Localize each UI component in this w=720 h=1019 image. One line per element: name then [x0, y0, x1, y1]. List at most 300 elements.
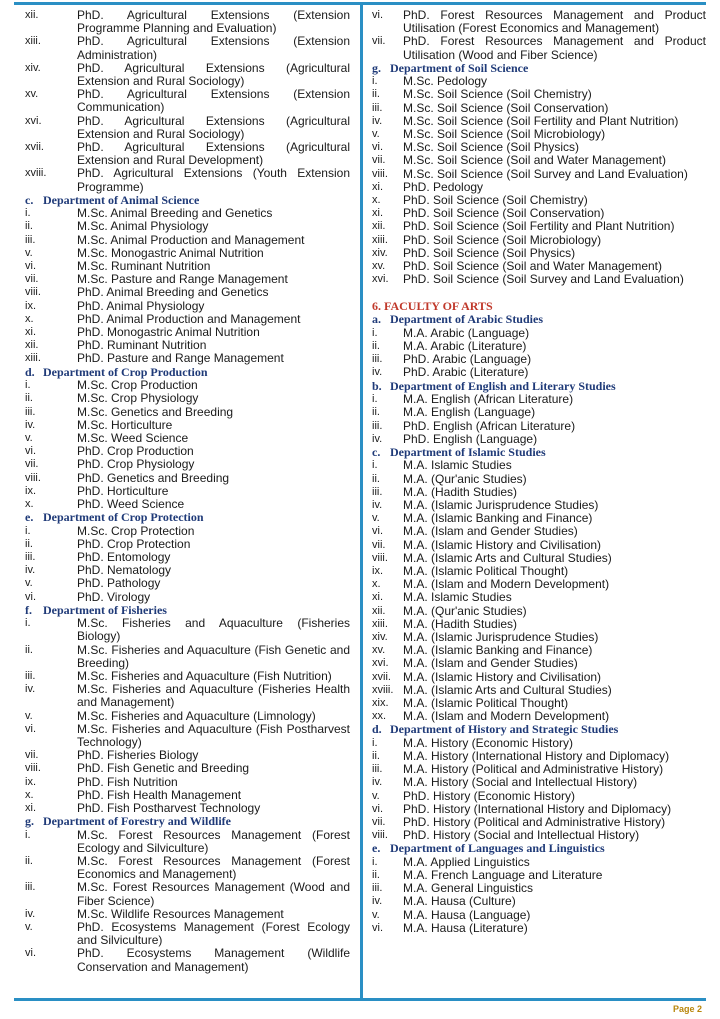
programme-item — [25, 141, 350, 167]
item-text: M.A. (Hadith Studies) — [403, 616, 518, 631]
item-number: ii. — [372, 749, 380, 762]
programme-item — [25, 62, 350, 88]
item-text: M.A. Applied Linguistics — [403, 854, 530, 869]
item-number: vi. — [372, 802, 383, 815]
item-number: v. — [25, 431, 33, 444]
department-block — [372, 446, 706, 723]
item-text: M.Sc. Soil Science (Soil Chemistry) — [403, 87, 592, 102]
item-number: xiii. — [25, 352, 41, 365]
programme-item — [372, 895, 706, 908]
item-text: M.A. Arabic (Literature) — [403, 339, 527, 354]
item-text: PhD. Forest Resources Management and Product Utilisation (Wood and Fiber Science) — [403, 34, 706, 62]
department-title: Department of Crop Production — [43, 364, 208, 379]
item-number: viii. — [372, 829, 388, 842]
item-text: M.Sc. Horticulture — [77, 417, 173, 432]
programme-item — [372, 168, 706, 181]
programme-item — [25, 472, 350, 485]
department-block — [372, 62, 706, 287]
item-text: PhD. Weed Science — [77, 496, 185, 511]
item-number: ii. — [372, 869, 380, 882]
programme-item — [372, 220, 706, 233]
programme-item — [25, 88, 350, 114]
item-text: M.Sc. Soil Science (Soil Survey and Land Evaluation) — [403, 166, 688, 181]
item-number: vi. — [25, 590, 36, 603]
item-number: i. — [25, 524, 31, 537]
programme-item — [25, 855, 350, 881]
item-text: M.Sc. Pasture and Range Management — [77, 272, 288, 287]
department-block — [25, 9, 350, 194]
item-number: xviii. — [372, 683, 394, 696]
item-text: M.A. Islamic Studies — [403, 458, 512, 473]
department-block — [25, 511, 350, 604]
item-number: xi. — [25, 326, 36, 339]
item-number: xiv. — [25, 61, 41, 74]
item-text: M.A. (Qur'anic Studies) — [403, 471, 527, 486]
department-letter: d. — [25, 364, 35, 379]
item-number: ii. — [25, 220, 33, 233]
department-title: Department of Animal Science — [43, 192, 200, 207]
department-letter: d. — [372, 722, 382, 737]
item-number: xi. — [372, 207, 383, 220]
item-text: PhD. Agricultural Extensions (Agricultural Extension and Rural Development) — [77, 140, 350, 168]
item-text: M.A. History (Economic History) — [403, 735, 574, 750]
item-text: M.A. History (Social and Intellectual History) — [403, 775, 638, 790]
department-letter: a. — [372, 312, 381, 327]
item-number: xvi. — [372, 657, 389, 670]
item-text: PhD. Arabic (Literature) — [403, 365, 529, 380]
item-text: M.Sc. Crop Protection — [77, 523, 195, 538]
item-number: iii. — [25, 405, 36, 418]
item-text: M.A. (Islam and Gender Studies) — [403, 656, 578, 671]
item-number: x. — [372, 194, 381, 207]
item-text: M.A. (Islamic Jurisprudence Studies) — [403, 629, 599, 644]
item-number: iii. — [372, 485, 383, 498]
item-number: xi. — [372, 180, 383, 193]
item-number: xii. — [25, 9, 39, 21]
item-number: vi. — [372, 9, 383, 21]
item-text: M.Sc. Animal Production and Management — [77, 232, 305, 247]
department-letter: c. — [25, 192, 34, 207]
item-number: vi. — [25, 445, 36, 458]
programme-item — [25, 947, 350, 973]
programme-item — [25, 35, 350, 61]
item-text: M.A. Islamic Studies — [403, 590, 512, 605]
programme-item — [372, 102, 706, 115]
department-block — [372, 9, 706, 62]
item-text: M.Sc. Wildlife Resources Management — [77, 906, 284, 921]
department-block — [372, 842, 706, 935]
programme-item — [372, 539, 706, 552]
item-number: iv. — [372, 114, 383, 127]
item-number: i. — [372, 855, 378, 868]
item-number: xvii. — [25, 141, 44, 154]
item-number: xv. — [372, 644, 386, 657]
item-number: iii. — [25, 550, 36, 563]
item-text: M.Sc. Genetics and Breeding — [77, 404, 234, 419]
item-text: PhD. Agricultural Extensions (Agricultural Extension and Rural Sociology) — [77, 113, 350, 141]
item-text: PhD. Agricultural Extensions (Agricultural Extension and Rural Sociology) — [77, 60, 350, 89]
item-number: viii. — [25, 286, 41, 299]
item-number: i. — [25, 828, 31, 841]
item-number: vii. — [25, 273, 39, 286]
item-text: M.A. (Islamic Arts and Cultural Studies) — [403, 682, 612, 697]
left-column — [25, 9, 350, 974]
department-title: Department of Islamic Studies — [390, 444, 546, 459]
item-text: PhD. Ecosystems Management (Wildlife Conservation and Management) — [77, 946, 350, 974]
item-text: PhD. Soil Science (Soil and Water Management) — [403, 259, 663, 274]
item-number: ix. — [25, 484, 36, 497]
item-text: PhD. Agricultural Extensions (Extension Programme Planning and Evaluation) — [77, 8, 350, 36]
item-text: PhD. Ruminant Nutrition — [77, 338, 207, 353]
programme-item — [372, 366, 706, 379]
item-number: iv. — [25, 564, 36, 577]
programme-item — [372, 684, 706, 697]
item-number: v. — [25, 921, 33, 934]
programme-item — [372, 9, 706, 35]
item-text: M.A. History (International History and Diplomacy) — [403, 748, 670, 763]
item-text: PhD. Horticulture — [77, 483, 169, 498]
item-text: M.A. (Islamic History and Civilisation) — [403, 669, 602, 684]
item-number: iii. — [372, 101, 383, 114]
item-number: iv. — [372, 895, 383, 908]
item-number: ii. — [25, 643, 33, 656]
item-text: PhD. Soil Science (Soil Survey and Land Evaluation) — [403, 272, 684, 287]
programme-item — [25, 723, 350, 749]
programme-item — [25, 710, 350, 723]
programme-item — [25, 406, 350, 419]
department-letter: f. — [25, 602, 32, 617]
programme-item — [25, 776, 350, 789]
programme-item — [25, 591, 350, 604]
item-number: xx. — [372, 710, 387, 723]
item-number: iii. — [25, 669, 36, 682]
item-number: iii. — [372, 763, 383, 776]
item-number: vi. — [25, 722, 36, 735]
item-number: xix. — [372, 696, 389, 709]
item-text: M.Sc. Fisheries and Aquaculture (Fish Genetic and Breeding) — [77, 642, 350, 670]
programme-item — [372, 88, 706, 101]
item-text: PhD. Animal Breeding and Genetics — [77, 285, 269, 300]
programme-item — [25, 644, 350, 670]
item-text: M.Sc. Fisheries and Aquaculture (Fish Postharvest Technology) — [77, 721, 350, 749]
item-text: M.Sc. Fisheries and Aquaculture (Fisheries Biology) — [77, 616, 350, 644]
item-text: M.A. French Language and Literature — [403, 868, 603, 883]
programme-item — [372, 420, 706, 433]
programme-item — [372, 552, 706, 565]
item-number: iii. — [25, 881, 36, 894]
department-block — [372, 723, 706, 842]
item-number: x. — [25, 312, 34, 325]
item-text: M.Sc. Soil Science (Soil Microbiology) — [403, 127, 606, 142]
item-number: x. — [372, 578, 381, 591]
department-letter: e. — [372, 841, 381, 856]
programme-item — [25, 458, 350, 471]
programme-item — [372, 234, 706, 247]
item-number: ii. — [372, 340, 380, 353]
programme-item — [372, 459, 706, 472]
item-number: vi. — [372, 141, 383, 154]
department-letter: g. — [372, 60, 381, 75]
item-number: iv. — [25, 907, 36, 920]
item-number: iv. — [372, 498, 383, 511]
item-text: M.A. (Qur'anic Studies) — [403, 603, 527, 618]
programme-item — [372, 922, 706, 935]
department-block — [372, 313, 706, 379]
item-text: PhD. Forest Resources Management and Product Utilisation (Forest Economics and Management) — [403, 8, 706, 36]
department-block — [25, 815, 350, 974]
programme-item — [25, 762, 350, 775]
item-text: PhD. Soil Science (Soil Microbiology) — [403, 232, 602, 247]
item-text: M.A. English (Language) — [403, 405, 536, 420]
item-text: PhD. Soil Science (Soil Conservation) — [403, 206, 605, 221]
item-number: v. — [25, 246, 33, 259]
department-letter: b. — [372, 378, 382, 393]
item-text: PhD. Fish Health Management — [77, 787, 242, 802]
programme-item — [372, 473, 706, 486]
item-text: M.A. (Islamic Jurisprudence Studies) — [403, 497, 599, 512]
programme-item — [372, 790, 706, 803]
programme-item — [25, 525, 350, 538]
item-number: xviii. — [25, 167, 47, 180]
item-number: v. — [372, 789, 380, 802]
item-text: PhD. English (Language) — [403, 431, 538, 446]
department-heading — [25, 194, 350, 207]
item-number: xvi. — [372, 273, 389, 286]
item-number: xv. — [372, 260, 386, 273]
programme-item — [372, 618, 706, 631]
item-number: v. — [372, 908, 380, 921]
programme-item — [372, 909, 706, 922]
programme-item — [372, 486, 706, 499]
item-text: M.A. (Islamic Political Thought) — [403, 563, 569, 578]
department-title: Department of Soil Science — [390, 60, 529, 75]
item-number: iii. — [372, 882, 383, 895]
item-text: M.A. (Islamic Arts and Cultural Studies) — [403, 550, 612, 565]
item-number: v. — [372, 512, 380, 525]
item-text: M.Sc. Forest Resources Management (Forest Economics and Management) — [77, 854, 350, 882]
item-text: PhD. Animal Physiology — [77, 298, 205, 313]
department-heading — [372, 723, 706, 736]
item-number: vi. — [372, 921, 383, 934]
item-text: M.A. (Hadith Studies) — [403, 484, 518, 499]
item-number: xiv. — [372, 630, 388, 643]
department-block — [25, 604, 350, 815]
item-number: xii. — [372, 604, 386, 617]
item-text: M.A. (Islam and Modern Development) — [403, 577, 610, 592]
item-number: x. — [25, 497, 34, 510]
item-number: vii. — [25, 749, 39, 762]
item-text: M.A. (Islamic History and Civilisation) — [403, 537, 602, 552]
item-text: PhD. Soil Science (Soil Physics) — [403, 245, 576, 260]
item-number: ii. — [25, 537, 33, 550]
item-number: viii. — [372, 167, 388, 180]
item-text: PhD. Crop Protection — [77, 536, 191, 551]
item-number: i. — [25, 617, 31, 630]
item-text: PhD. Soil Science (Soil Fertility and Plant Nutrition) — [403, 219, 675, 234]
department-block — [372, 380, 706, 446]
item-number: xii. — [372, 220, 386, 233]
programme-item — [372, 433, 706, 446]
item-number: ii. — [25, 392, 33, 405]
item-text: M.Sc. Fisheries and Aquaculture (Fisheries Health and Management) — [77, 682, 350, 710]
item-text: M.A. (Islamic Banking and Finance) — [403, 511, 593, 526]
item-text: PhD. Pedology — [403, 179, 484, 194]
programme-item — [372, 406, 706, 419]
item-text: M.Sc. Soil Science (Soil Conservation) — [403, 100, 609, 115]
item-number: viii. — [25, 471, 41, 484]
item-text: M.A. History (Political and Administrative History) — [403, 762, 664, 777]
item-text: M.Sc. Forest Resources Management (Wood and Fiber Science) — [77, 880, 350, 908]
item-number: v. — [25, 577, 33, 590]
programme-item — [25, 551, 350, 564]
programme-item — [25, 617, 350, 643]
programme-item — [25, 9, 350, 35]
item-number: iii. — [25, 233, 36, 246]
programme-item — [372, 605, 706, 618]
item-text: PhD. English (African Literature) — [403, 418, 576, 433]
item-number: i. — [372, 736, 378, 749]
department-block — [25, 194, 350, 366]
page-number: Page 2 — [672, 1004, 702, 1014]
department-heading — [372, 313, 706, 326]
programme-item — [25, 392, 350, 405]
right-column — [372, 9, 706, 935]
programme-item — [25, 300, 350, 313]
department-title: Department of Arabic Studies — [390, 312, 543, 327]
programme-item — [25, 829, 350, 855]
item-text: PhD. Fisheries Biology — [77, 748, 199, 763]
item-text: PhD. Soil Science (Soil Chemistry) — [403, 193, 588, 208]
item-number: vii. — [372, 816, 386, 828]
programme-item — [25, 485, 350, 498]
item-text: PhD. History (Economic History) — [403, 788, 576, 803]
item-number: iv. — [25, 683, 36, 696]
item-number: xi. — [372, 591, 383, 604]
item-number: xiii. — [25, 35, 41, 48]
programme-item — [25, 220, 350, 233]
department-heading — [372, 380, 706, 393]
item-number: x. — [25, 788, 34, 801]
item-text: M.A. General Linguistics — [403, 881, 534, 896]
department-letter: g. — [25, 814, 34, 829]
item-number: iii. — [372, 353, 383, 366]
item-text: PhD. Agricultural Extensions (Extension Communication) — [77, 87, 350, 115]
item-text: PhD. Pathology — [77, 576, 161, 591]
item-text: M.A. Hausa (Culture) — [403, 894, 516, 909]
programme-item — [372, 35, 706, 61]
item-text: PhD. Animal Production and Management — [77, 311, 301, 326]
item-number: iv. — [372, 432, 383, 445]
item-text: PhD. History (Political and Administrative History) — [403, 815, 666, 829]
item-text: M.Sc. Animal Breeding and Genetics — [77, 206, 273, 221]
item-number: v. — [372, 128, 380, 141]
item-number: xi. — [25, 802, 36, 814]
item-text: PhD. Nematology — [77, 563, 172, 578]
item-number: vi. — [372, 525, 383, 538]
item-text: M.Sc. Fisheries and Aquaculture (Limnology) — [77, 708, 316, 723]
item-number: vi. — [25, 260, 36, 273]
item-text: M.A. (Islam and Modern Development) — [403, 709, 610, 724]
item-number: xv. — [25, 88, 39, 101]
item-number: i. — [372, 75, 378, 88]
item-text: PhD. History (Social and Intellectual History) — [403, 828, 640, 843]
item-number: vii. — [372, 35, 386, 48]
item-text: M.Sc. Monogastric Animal Nutrition — [77, 245, 264, 260]
department-block — [25, 366, 350, 511]
item-number: iv. — [25, 418, 36, 431]
item-number: iii. — [372, 419, 383, 432]
item-number: xvi. — [25, 114, 42, 127]
item-number: xiii. — [372, 233, 388, 246]
item-number: i. — [372, 459, 378, 472]
item-text: M.Sc. Soil Science (Soil Physics) — [403, 140, 580, 155]
department-title: Department of History and Strategic Studies — [390, 722, 619, 737]
department-title: Department of Fisheries — [43, 602, 167, 617]
programme-item — [25, 538, 350, 551]
item-text: PhD. History (International History and Diplomacy) — [403, 801, 672, 816]
item-number: xvii. — [372, 670, 391, 683]
item-text: M.A. (Islamic Banking and Finance) — [403, 643, 593, 658]
item-text: PhD. Fish Genetic and Breeding — [77, 761, 250, 776]
item-text: PhD. Fish Nutrition — [77, 774, 178, 789]
item-text: M.Sc. Fisheries and Aquaculture (Fish Nutrition) — [77, 668, 332, 683]
item-text: PhD. Ecosystems Management (Forest Ecology and Silviculture) — [77, 920, 350, 948]
department-heading — [25, 604, 350, 617]
item-text: PhD. Genetics and Breeding — [77, 470, 230, 485]
item-number: ii. — [25, 855, 33, 868]
programme-item — [372, 273, 706, 286]
programme-item — [25, 881, 350, 907]
department-heading — [372, 62, 706, 75]
item-text: M.A. (Islamic Political Thought) — [403, 695, 569, 710]
programme-item — [25, 683, 350, 709]
item-number: xii. — [25, 339, 39, 352]
item-number: vii. — [372, 538, 386, 551]
department-heading — [25, 366, 350, 379]
item-text: PhD. Agricultural Extensions (Extension Administration) — [77, 34, 350, 62]
programme-item — [372, 525, 706, 538]
item-number: ii. — [372, 88, 380, 101]
item-number: vi. — [25, 947, 36, 960]
item-text: PhD. Agricultural Extensions (Youth Extension Programme) — [77, 166, 350, 194]
department-letter: e. — [25, 510, 34, 525]
programme-item — [25, 564, 350, 577]
item-number: ii. — [372, 406, 380, 419]
item-number: iv. — [372, 776, 383, 789]
item-text: M.Sc. Soil Science (Soil and Water Management) — [403, 153, 666, 168]
item-number: i. — [25, 207, 31, 220]
programme-item — [25, 419, 350, 432]
item-text: M.A. English (African Literature) — [403, 392, 574, 407]
item-text: M.A. Hausa (Language) — [403, 907, 531, 922]
item-number: viii. — [372, 551, 388, 564]
item-number: iv. — [372, 366, 383, 379]
department-title: Department of Crop Protection — [43, 510, 204, 525]
programme-item — [25, 115, 350, 141]
department-title: Department of Languages and Linguistics — [390, 841, 605, 856]
department-letter: c. — [372, 444, 381, 459]
programme-item — [25, 234, 350, 247]
item-text: M.Sc. Forest Resources Management (Forest Ecology and Silviculture) — [77, 827, 350, 855]
programme-item — [25, 577, 350, 590]
programme-item — [372, 657, 706, 670]
department-heading — [372, 842, 706, 855]
item-number: xiii. — [372, 617, 388, 630]
item-number: i. — [372, 393, 378, 406]
item-number: i. — [25, 379, 31, 392]
item-number: vii. — [25, 458, 39, 471]
item-number: vii. — [372, 154, 386, 167]
